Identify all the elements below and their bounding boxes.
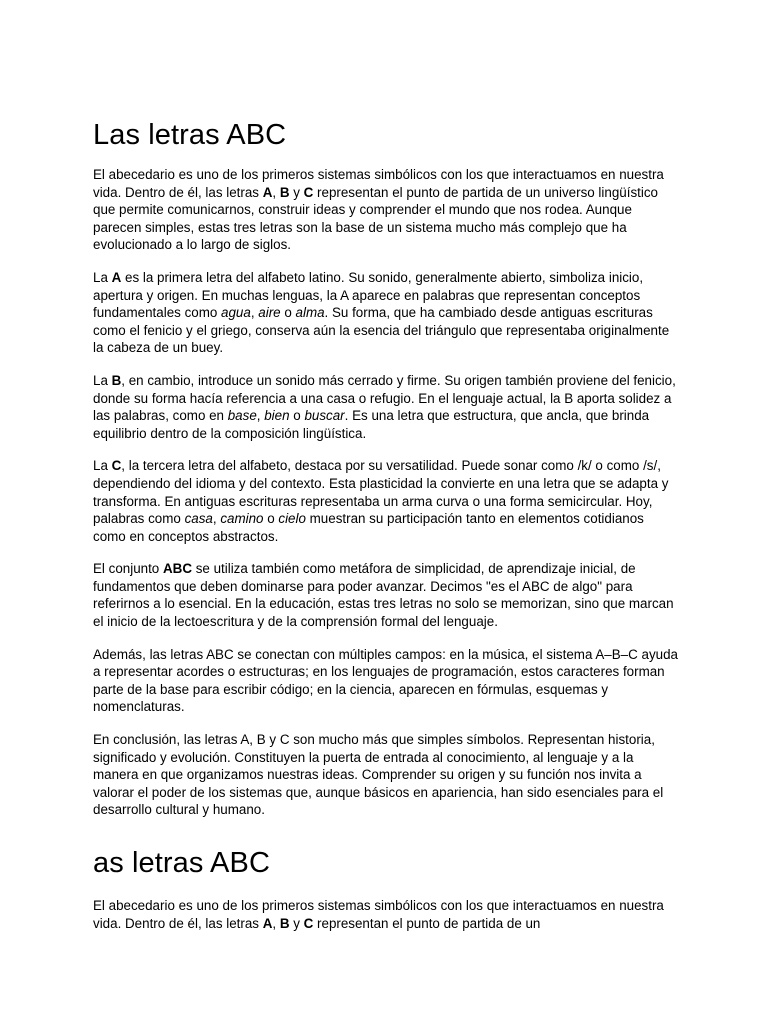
paragraph-letter-b: La B, en cambio, introduce un sonido más cerrado y firme. Su origen también proviene del fenicio, donde su forma hacía referencia a una casa o refugio. En el lenguaje actual, la B aporta solidez a las palabras, como en base, bien o buscar. Es una letra que estructura, que ancla, que brinda equilibrio dentro de la composición lingüística. (93, 372, 676, 441)
paragraph-intro: El abecedario es uno de los primeros sistemas simbólicos con los que interactuamos en nuestra vida. Dentro de él, las letras A, B y C representan el punto de partida de un universo lingüístico que permite comunicarnos, construir ideas y comprender el mundo que nos rodea. Aunque parecen simples, estas tres letras son la base de un sistema mucho más complejo que ha evolucionado a lo largo de siglos. (93, 167, 664, 253)
document-title-repeat: as letras ABC (93, 847, 270, 879)
paragraph-letter-a: La A es la primera letra del alfabeto latino. Su sonido, generalmente abierto, simboliza inicio, apertura y origen. En muchas lenguas, la A aparece en palabras que representan conceptos fundamentales como agua, aire o alma. Su forma, que ha cambiado desde antiguas escrituras como el fenicio y el griego, conserva aún la esencia del triángulo que representaba originalmente la cabeza de un buey. (93, 269, 670, 356)
paragraph-abc-metaphor: El conjunto ABC se utiliza también como metáfora de simplicidad, de aprendizaje inicial, de fundamentos que deben dominarse para poder avanzar. Decimos "es el ABC de algo" para referirnos a lo esencial. En la educación, estas tres letras no solo se memorizan, sino que marcan el inicio de la lectoescritura y de la comprensión formal del lenguaje. (93, 561, 674, 630)
document-page (93, 118, 678, 947)
paragraph-letter-c: La C, la tercera letra del alfabeto, destaca por su versatilidad. Puede sonar como /k/ o como /s/, dependiendo del idioma y del contexto. Esta plasticidad la convierte en una letra que se adapta y transforma. En antiguas escrituras representaba un arma curva o una forma semicircular. Hoy, palabras como casa, camino o cielo muestran su participación tanto en elementos cotidianos como en conceptos abstractos. (93, 458, 669, 544)
paragraph-intro-repeat: El abecedario es uno de los primeros sistemas simbólicos con los que interactuamos en nuestra vida. Dentro de él, las letras A, B y C representan el punto de partida de un (93, 898, 664, 931)
document-title: Las letras ABC (93, 119, 287, 151)
paragraph-conclusion: En conclusión, las letras A, B y C son mucho más que simples símbolos. Representan historia, significado y evolución. Constituyen la puerta de entrada al conocimiento, al lenguaje y a la manera en que organizamos nuestras ideas. Comprender su origen y su función nos invita a valorar el poder de los sistemas que, aunque básicos en apariencia, han sido esenciales para el desarrollo cultural y humano. (93, 732, 664, 818)
paragraph-fields: Además, las letras ABC se conectan con múltiples campos: en la música, el sistema A–B–C ayuda a representar acordes o estructuras; en los lenguajes de programación, estos caracteres forman parte de la base para escribir código; en la ciencia, aparecen en fórmulas, esquemas y nomenclaturas. (93, 646, 679, 715)
